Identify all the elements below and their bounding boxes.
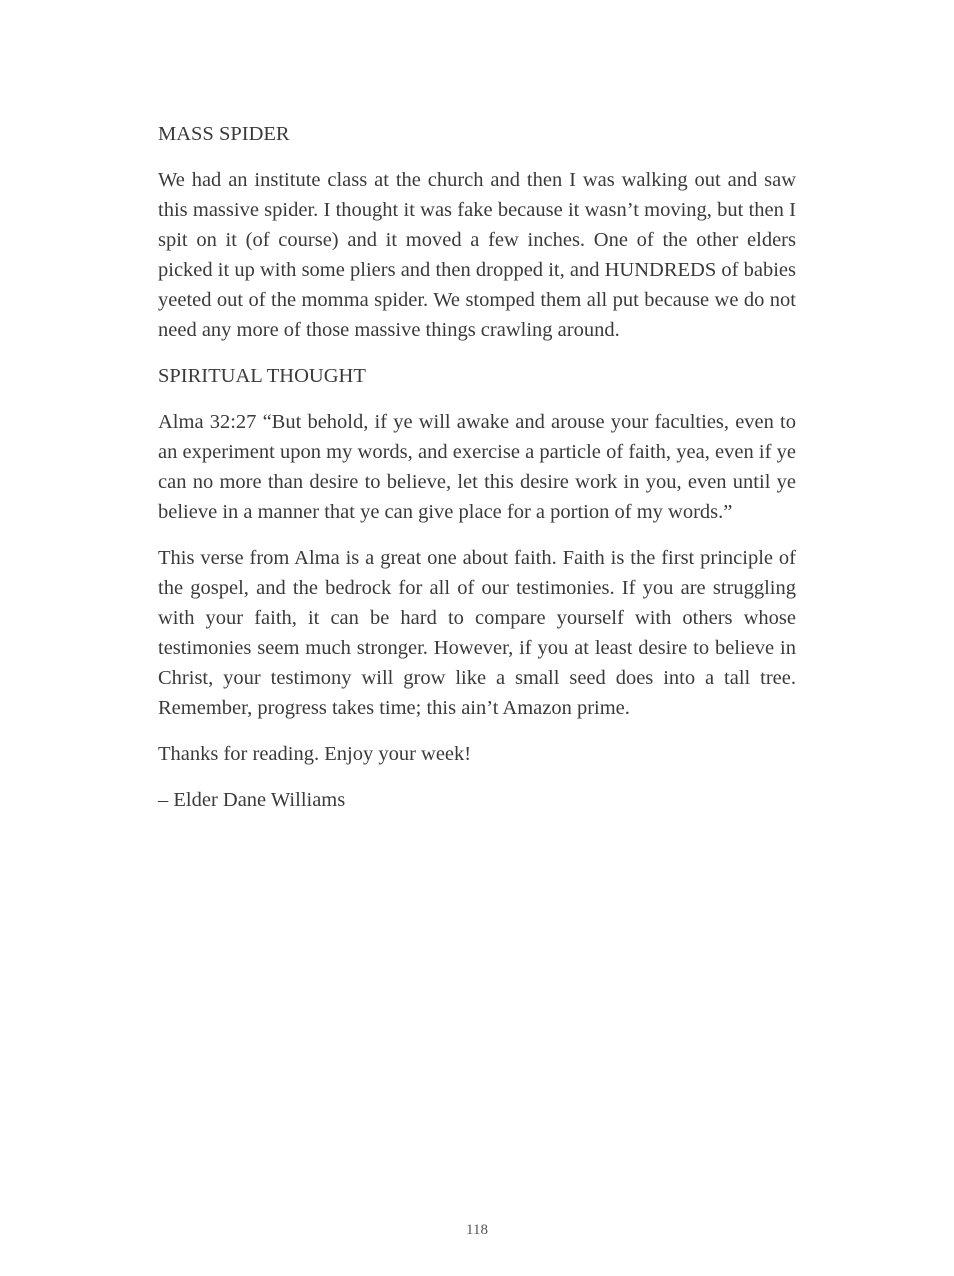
section-heading-spiritual-thought: SPIRITUAL THOUGHT	[158, 365, 366, 387]
signature: – Elder Dane Williams	[158, 789, 346, 811]
scripture-quote-paragraph: Alma 32:27 “But behold, if ye will awake and arouse your faculties, even to an experiment upon my words, and exercise a particle of faith, yea, even if ye can no more than desire to believe, let this desire work in you, even until ye believe in a manner that ye can give place for a portion of my words.”	[158, 411, 796, 523]
page-number: 118	[466, 1222, 488, 1238]
faith-reflection-paragraph: This verse from Alma is a great one about faith. Faith is the first principle of the gospel, and the bedrock for all of our testimonies. If you are struggling with your faith, it can be hard to compare yourself with others whose testimonies seem much stronger. However, if you at least desire to believe in Christ, your testimony will grow like a small seed does into a tall tree. Remember, progress takes time; this ain’t Amazon prime.	[158, 547, 796, 719]
section-heading-mass-spider: MASS SPIDER	[158, 123, 290, 145]
page-body	[158, 119, 796, 831]
spider-story-paragraph: We had an institute class at the church and then I was walking out and saw this massive spider. I thought it was fake because it wasn’t moving, but then I spit on it (of course) and it moved a few inches. One of the other elders picked it up with some pliers and then dropped it, and HUNDREDS of babies yeeted out of the momma spider. We stomped them all put because we do not need any more of those massive things crawling around.	[158, 169, 796, 341]
closing-line: Thanks for reading. Enjoy your week!	[158, 743, 472, 765]
